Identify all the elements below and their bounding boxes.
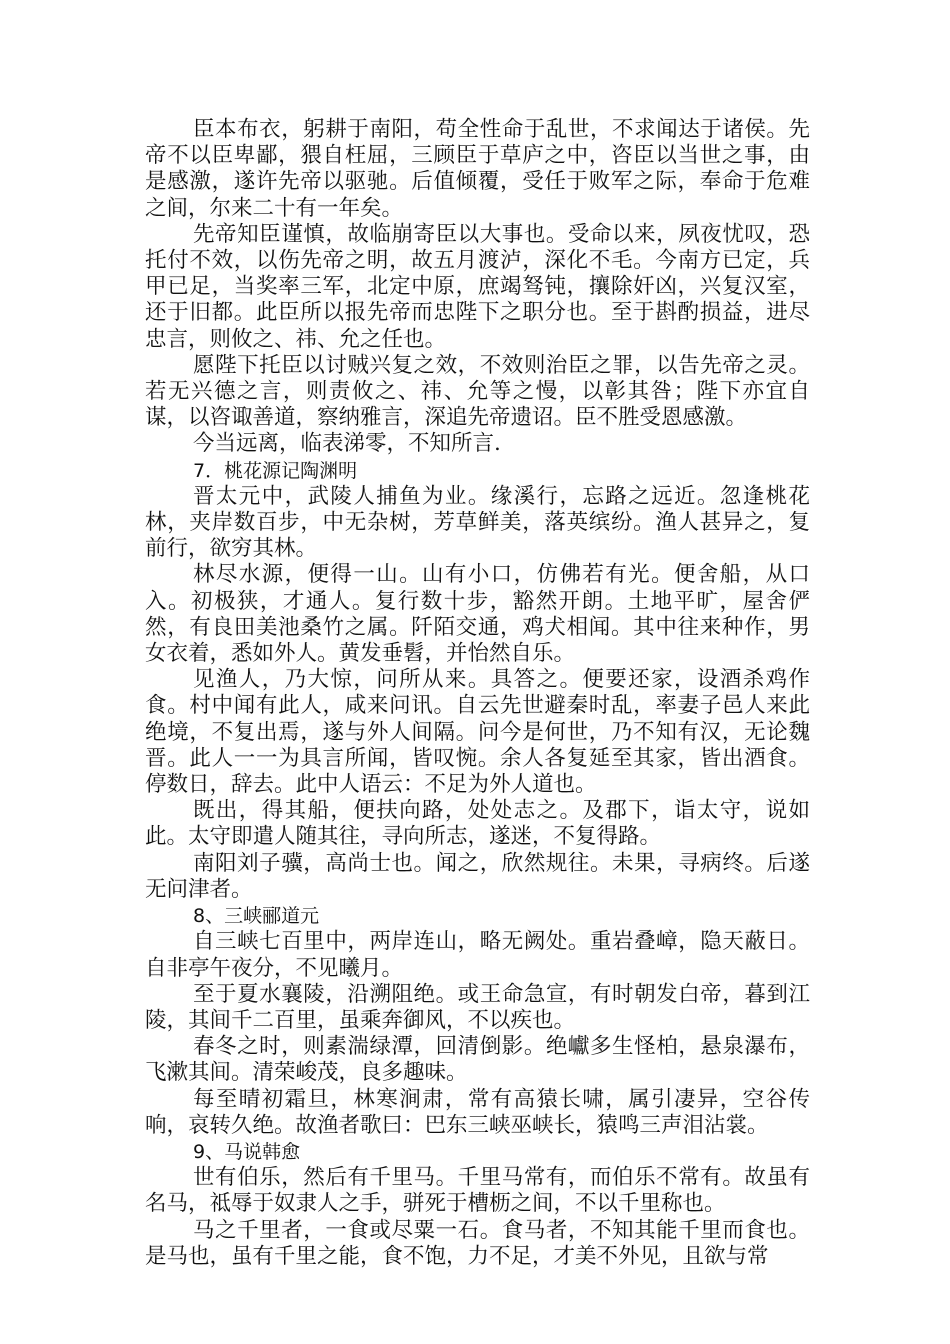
- section-heading: 8、三峡郦道元: [193, 905, 320, 928]
- paragraph: 既出，得其船，便扶向路，处处志之。及郡下，诣太守，说如此。太守即遣人随其往，寻向所志，遂迷，不复得路。: [145, 798, 810, 850]
- paragraph: 每至晴初霜旦，林寒涧肃，常有高猿长啸，属引凄异，空谷传响，哀转久绝。故渔者歌曰：巴东三峡巫峡长，猿鸣三声泪沾裳。: [145, 1086, 810, 1138]
- section-heading: 9、马说韩愈: [193, 1140, 301, 1163]
- document-body: [145, 117, 810, 1270]
- paragraph: 晋太元中，武陵人捕鱼为业。缘溪行，忘路之远近。忽逢桃花林，夹岸数百步，中无杂树，芳草鲜美，落英缤纷。渔人甚异之，复前行，欲穷其林。: [145, 483, 810, 562]
- paragraph: 南阳刘子骥，高尚士也。闻之，欣然规往。未果，寻病终。后遂无问津者。: [145, 850, 810, 902]
- paragraph: 世有伯乐，然后有千里马。千里马常有，而伯乐不常有。故虽有名马，祗辱于奴隶人之手，骈死于槽枥之间，不以千里称也。: [145, 1165, 810, 1217]
- section-heading: 7．桃花源记陶渊明: [193, 459, 358, 482]
- paragraph: 臣本布衣，躬耕于南阳，苟全性命于乱世，不求闻达于诸侯。先帝不以臣卑鄙，猥自枉屈，三顾臣于草庐之中，咨臣以当世之事，由是感激，遂许先帝以驱驰。后值倾覆，受任于败军之际，奉命于危难之间，尔来二十有一年矣。: [145, 117, 810, 221]
- paragraph: 马之千里者，一食或尽粟一石。食马者，不知其能千里而食也。是马也，虽有千里之能，食不饱，力不足，才美不外见，且欲与常: [145, 1217, 810, 1269]
- paragraph: 林尽水源，便得一山。山有小口，仿佛若有光。便舍船，从口入。初极狭，才通人。复行数十步，豁然开朗。土地平旷，屋舍俨然，有良田美池桑竹之属。阡陌交通，鸡犬相闻。其中往来种作，男女衣着，悉如外人。黄发垂髫，并怡然自乐。: [145, 562, 810, 667]
- paragraph: 自三峡七百里中，两岸连山，略无阙处。重岩叠嶂，隐天蔽日。自非亭午夜分，不见曦月。: [145, 929, 810, 981]
- paragraph: 至于夏水襄陵，沿溯阻绝。或王命急宣，有时朝发白帝，暮到江陵，其间千二百里，虽乘奔御风，不以疾也。: [145, 981, 810, 1033]
- paragraph: 见渔人，乃大惊，问所从来。具答之。便要还家，设酒杀鸡作食。村中闻有此人，咸来问讯。自云先世避秦时乱，率妻子邑人来此绝境，不复出焉，遂与外人间隔。问今是何世，乃不知有汉，无论魏晋。此人一一为具言所闻，皆叹惋。余人各复延至其家，皆出酒食。停数日，辞去。此中人语云：不足为外人道也。: [145, 667, 810, 798]
- paragraph: 今当远离，临表涕零，不知所言.: [193, 431, 501, 457]
- paragraph: 春冬之时，则素湍绿潭，回清倒影。绝巘多生怪柏，悬泉瀑布，飞漱其间。清荣峻茂，良多趣味。: [145, 1034, 810, 1086]
- paragraph: 愿陛下托臣以讨贼兴复之效，不效则治臣之罪，以告先帝之灵。若无兴德之言，则责攸之、祎、允等之慢，以彰其咎；陛下亦宜自谋，以咨诹善道，察纳雅言，深追先帝遗诏。臣不胜受恩感激。: [145, 352, 810, 431]
- paragraph: 先帝知臣谨慎，故临崩寄臣以大事也。受命以来，夙夜忧叹，恐托付不效，以伤先帝之明，故五月渡泸，深化不毛。今南方已定，兵甲已足，当奖率三军，北定中原，庶竭驽钝，攘除奸凶，兴复汉室，还于旧都。此臣所以报先帝而忠陛下之职分也。至于斟酌损益，进尽忠言，则攸之、祎、允之任也。: [145, 221, 810, 352]
